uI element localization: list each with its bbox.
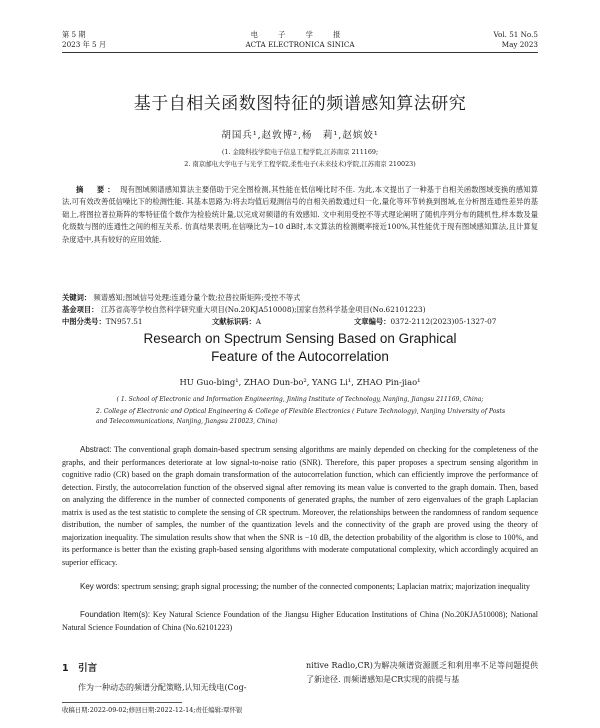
volume-number: Vol. 51 No.5 <box>493 30 538 39</box>
authors-en: HU Guo-bing¹, ZHAO Dun-bo², YANG Li¹, ZHAO Pin-jiao¹ <box>179 377 421 387</box>
fund-en-label: Foundation Item(s): <box>80 610 151 619</box>
abstract-cn-label: 摘 要： <box>76 185 118 194</box>
received-date-footnote: 收稿日期:2022-09-02;修回日期:2022-12-14;责任编辑:覃怀银 <box>62 706 243 714</box>
fund-en <box>62 609 538 634</box>
abstract-cn-text: 现有图域频谱感知算法主要借助于完全图检测,其性能在低信噪比时不佳. 为此,本文提出了一种基于自相关函数图域变换的感知算法,可有效改善低信噪比下的检测性能. 其基本思路为:将去均值后观测信号的自相关函数通过归一化,量化等环节转换到图域,在分析图连通性差异的基础上,将图拉普拉斯阵的零特征值个数作为检验统计量,以完成对频谱的有效感知. 文中利用受控不等式理论阐明了随机序列分布的随机性,样本数及量化级数与图的连通性之间的相互关系. 仿真结果表明,在信噪比为−10 dB时,本文算法的检测概率接近100%,其性能优于现有图域感知算法,且计算复杂度适中,具有较好的应用效能. <box>62 185 538 244</box>
header-rule <box>62 52 538 53</box>
affiliation-en-1: ( 1. School of Electronic and Information Engineering, Jinling Institute of Technology, Nanjing, Jiangsu 211169, China; <box>116 396 484 403</box>
paper-title-cn: 基于自相关函数图特征的频谱感知算法研究 <box>133 94 467 114</box>
clc-value: TN957.51 <box>105 317 143 326</box>
intro-left-column: 作为一种动态的频谱分配策略,认知无线电(Cog- <box>78 683 247 692</box>
intro-right-column: nitive Radio,CR)为解决频谱资源匮乏和利用率不足等问题提供了新途径. 而频谱感知是CR实现的前提与基 <box>306 661 538 684</box>
journal-name-cn: 电 子 学 报 <box>250 30 350 39</box>
keywords-cn <box>62 293 538 303</box>
article-no-label: 文章编号： <box>354 317 391 326</box>
article-no-value: 0372-2112(2023)05-1327-07 <box>390 317 497 326</box>
paper-title-en-line2: Feature of the Autocorrelation <box>211 348 389 364</box>
affiliation-cn-1: (1. 金陵科技学院电子信息工程学院,江苏南京 211169; <box>221 148 379 156</box>
paper-title-en <box>0 330 600 365</box>
fund-cn-text: 江苏省高等学校自然科学研究重大项目(No.20KJA510008);国家自然科学基金项目(No.62101223) <box>100 305 426 314</box>
issue-date: 2023 年 5 月 <box>62 40 107 49</box>
fund-cn <box>62 305 538 315</box>
affiliation-en-2: 2. College of Electronic and Optical Engineering & College of Flexible Electronics ( Future Technology), Nanjing University of Posts and Telecommunications, Nanjing, Jiangsu 210023, China) <box>96 408 506 425</box>
abstract-en-label: Abstract: <box>80 445 112 454</box>
issue-date-en: May 2023 <box>501 40 538 49</box>
affiliation-cn-2: 2. 南京邮电大学电子与光学工程学院,柔性电子(未来技术)学院,江苏南京 210023) <box>184 160 416 168</box>
authors-cn: 胡国兵¹,赵敦博²,杨 莉¹,赵嫔姣¹ <box>221 130 379 141</box>
doc-code-label: 文献标识码： <box>212 317 256 326</box>
keywords-en <box>62 581 538 594</box>
keywords-en-text: spectrum sensing; graph signal processing; the number of the connected components; Laplacian matrix; majorization inequality <box>121 582 530 591</box>
abstract-en-text: The conventional graph domain-based spectrum sensing algorithms are mainly depended on checking for the completeness of the graphs, and their performances deteriorate at low signal-to-noise ratio (SNR). Therefore, this paper proposes a spectrum sensing algorithm in cognitive radio (CR) based on the graph domain transformation of the autocorrelation function, which can efficiently improve the performance of detection. Firstly, the autocorrelation function of the observed signal after removing its mean value is converted to the graph domain. Then, based on analyzing the difference in the number of connected components of generated graphs, the number of zero eigenvalues of the graph Laplacian matrix is used as the test statistic to complete the sensing of CR spectrum. Moreover, the relationships between the randomness of random sequence distribution, the number of samples, the number of the quantization levels and the connectivity of the graph are proved using the theory of majorization inequality. The simulation results show that when the SNR is −10 dB, the detection probability of the algorithm is close to 100%, and its performance is better than the existing graph-based sensing algorithms with moderate computational complexity, which accordingly acquired an superior efficacy. <box>62 445 538 567</box>
journal-name-en: ACTA ELECTRONICA SINICA <box>245 40 355 49</box>
doc-code-value: A <box>255 317 262 326</box>
abstract-en <box>62 444 538 569</box>
abstract-cn <box>62 184 538 246</box>
fund-en-text: Key Natural Science Foundation of the Jiangsu Higher Education Institutions of China (No.20KJA510008); National Natural Science Foundation of China (No.62101223) <box>62 610 538 632</box>
keywords-en-label: Key words: <box>80 582 120 591</box>
keywords-cn-label: 关键词： <box>62 293 92 302</box>
section-heading-intro: 1 引言 <box>62 663 98 674</box>
keywords-cn-text: 频谱感知;图域信号处理;连通分量个数;拉普拉斯矩阵;受控不等式 <box>93 293 301 302</box>
footnote-rule <box>62 702 182 703</box>
fund-cn-label: 基金项目： <box>62 305 99 314</box>
running-header-right <box>493 30 538 50</box>
paper-title-en-line1: Research on Spectrum Sensing Based on Graphical <box>143 331 457 346</box>
issue-number: 第 5 期 <box>62 30 86 39</box>
clc-label: 中图分类号： <box>62 317 106 326</box>
classification-row <box>62 317 538 327</box>
